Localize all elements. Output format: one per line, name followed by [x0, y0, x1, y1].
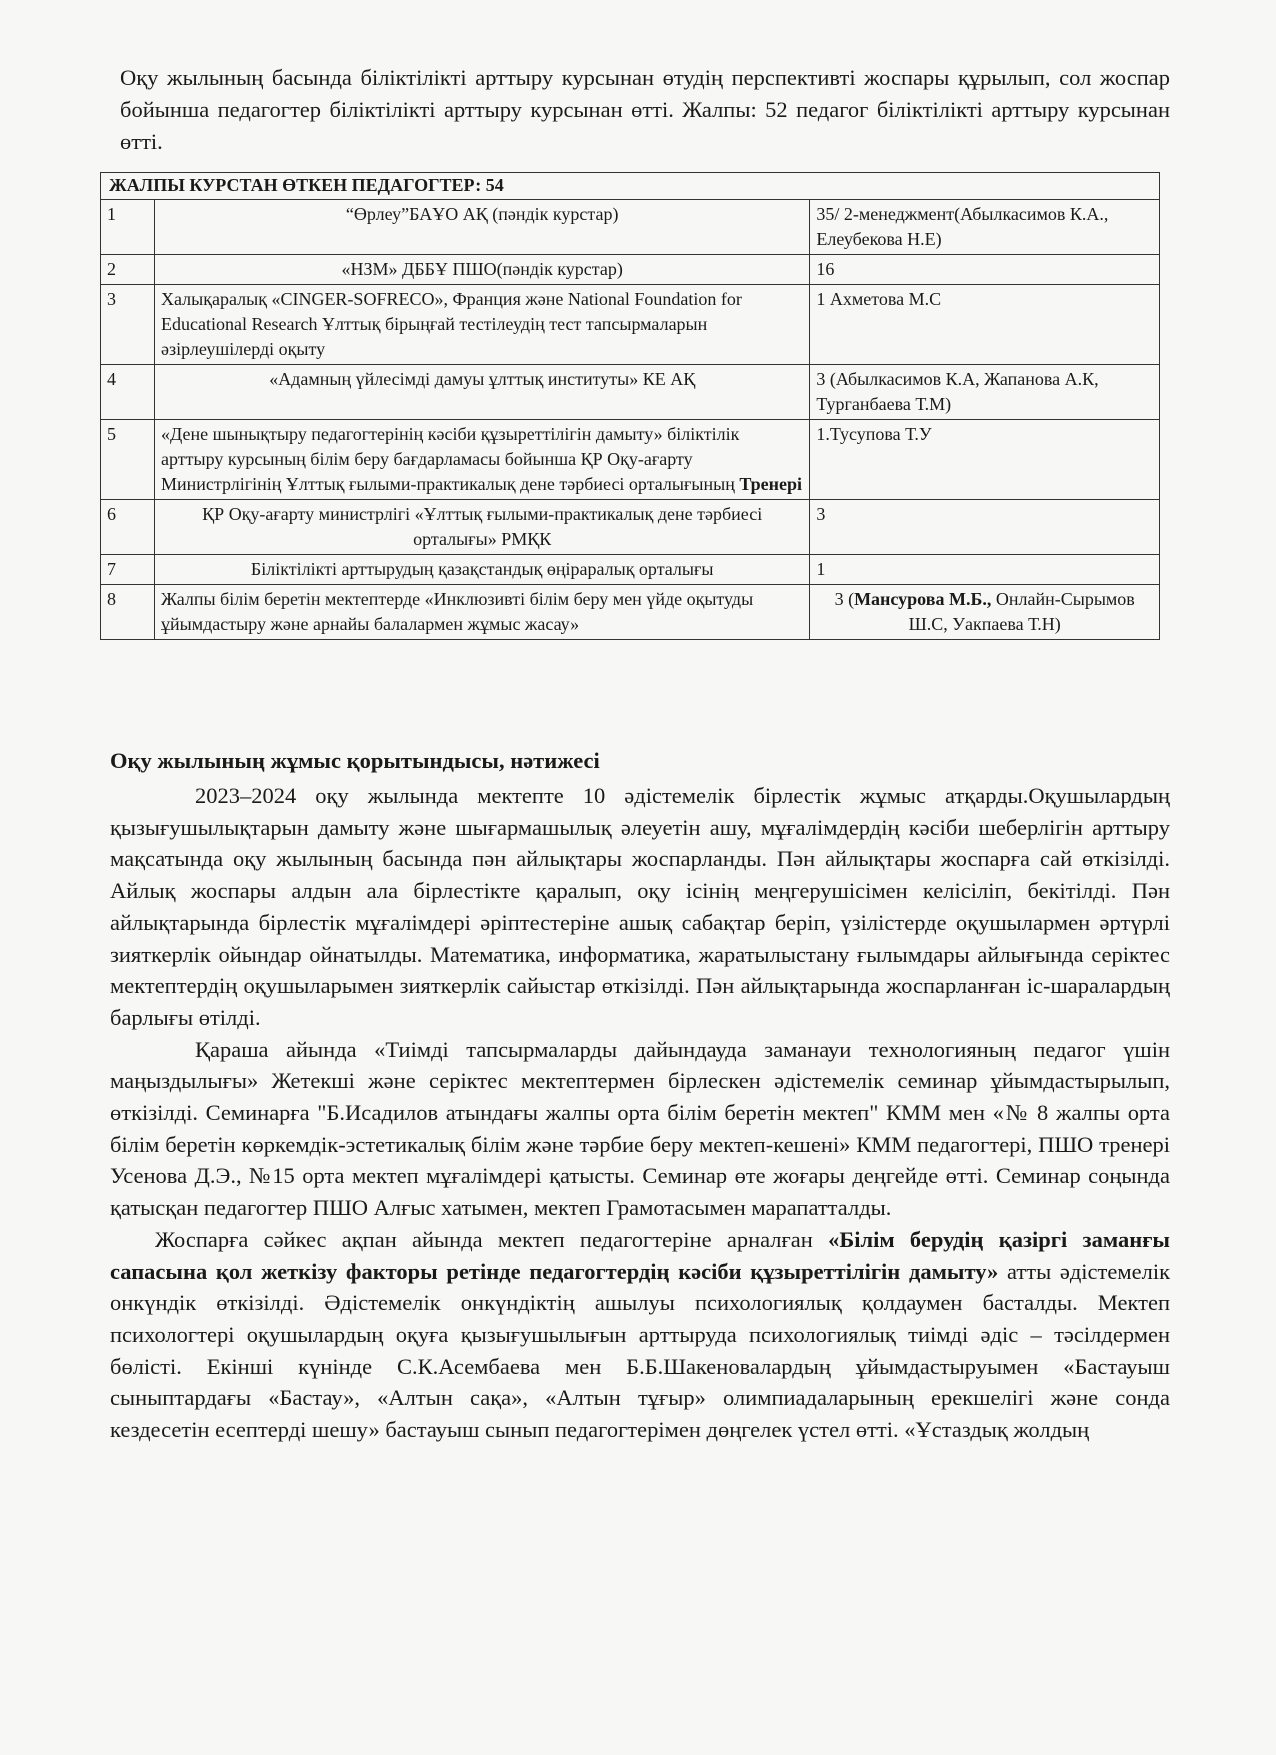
row-count: 1 Ахметова М.С — [810, 285, 1160, 365]
section-title: Оқу жылының жұмыс қорытындысы, нәтижесі — [110, 748, 600, 773]
row-organization: ҚР Оқу-ағарту министрлігі «Ұлттық ғылыми-практикалық дене тәрбиесі орталығы» РМҚК — [155, 500, 810, 555]
row-number: 6 — [101, 500, 155, 555]
row-count-prefix: 3 ( — [834, 589, 855, 609]
row-count: 3 (Абылкасимов К.А, Жапанова А.К, Турганбаева Т.М) — [810, 365, 1160, 420]
table-row — [101, 420, 1160, 500]
row-number: 1 — [101, 200, 155, 255]
row-count-bold: Мансурова М.Б., — [854, 589, 992, 609]
row-organization: «НЗМ» ДББҰ ПШО(пәндік курстар) — [155, 255, 810, 285]
body-text — [110, 780, 1170, 1446]
row-organization: Жалпы білім беретін мектептерде «Инклюзивті білім беру мен үйде оқытуды ұйымдастыру және арнайы балалармен жұмыс жасау» — [155, 585, 810, 640]
row-number: 7 — [101, 555, 155, 585]
row-count: 1.Тусупова Т.У — [810, 420, 1160, 500]
table-row — [101, 285, 1160, 365]
paragraph-text: атты әдістемелік онкүндік өткізілді. Әдістемелік онкүндіктің ашылуы психологиялық қолдаумен басталды. Мектеп психологтері оқушылардың оқуға қызығушылығын арттыруда психологиялық тиімді әдіс – тәсілдермен бөлісті. Екінші күнінде С.К.Асембаева мен Б.Б.Шакеновалардың ұйымдастыруымен «Бастауыш сыныптардағы «Бастау», «Алтын сақа», «Алтын тұғыр» олимпиадаларының ерекшелігі және сонда кездесетін есептерді шешу» бастауыш сынып педагогтерімен дөңгелек үстел өтті. «Ұстаздық жолдың — [110, 1258, 1170, 1443]
row-count: 16 — [810, 255, 1160, 285]
row-organization — [155, 420, 810, 500]
table-row — [101, 585, 1160, 640]
row-count: 1 — [810, 555, 1160, 585]
table-row — [101, 500, 1160, 555]
row-organization: “Өрлеу”БАҰО АҚ (пәндік курстар) — [155, 200, 810, 255]
table-row — [101, 200, 1160, 255]
intro-paragraph: Оқу жылының басында біліктілікті арттыру курсынан өтудің перспективті жоспары құрылып, сол жоспар бойынша педагогтер біліктілікті арттыру курсынан өтті. Жалпы: 52 педагог біліктілікті арттыру курсынан өтті. — [120, 65, 1170, 154]
table-row — [101, 365, 1160, 420]
row-organization: Халықаралық «CINGER-SOFRECO», Франция және National Foundation for Educational Research Ұлттық бірыңғай тестілеудің тест тапсырмаларын әзірлеушілерді оқыту — [155, 285, 810, 365]
row-number: 3 — [101, 285, 155, 365]
row-count-rest: Онлайн-Сырымов Ш.С, Уакпаева Т.Н) — [908, 589, 1135, 634]
row-count: 3 — [810, 500, 1160, 555]
paragraph-text: Жоспарға сәйкес ақпан айында мектеп педагогтеріне арналған — [155, 1226, 813, 1252]
paragraph — [110, 1224, 1170, 1446]
row-count — [810, 585, 1160, 640]
table-row — [101, 255, 1160, 285]
row-number: 2 — [101, 255, 155, 285]
row-organization-bold: Тренері — [739, 474, 803, 494]
row-organization: Біліктілікті арттырудың қазақстандық өңіраралық орталығы — [155, 555, 810, 585]
table-row — [101, 555, 1160, 585]
paragraph: 2023–2024 оқу жылында мектепте 10 әдістемелік бірлестік жұмыс атқарды.Оқушылардың қызығушылықтарын дамыту және шығармашылық әлеуетін ашу, мұғалімдердің кәсіби шеберлігін арттыру мақсатында оқу жылының басында пән айлықтары жоспарланды. Пән айлықтары жоспарға сай өткізілді. Айлық жоспары алдын ала бірлестікте қаралып, оқу ісінің меңгерушісімен келісіліп, бекітілді. Пән айлықтарында бірлестік мұғалімдері әріптестеріне ашық сабақтар беріп, үзілістерде оқушылармен әртүрлі зияткерлік ойындар ойнатылды. Математика, информатика, жаратылыстану ғылымдары айлығында серіктес мектептердің оқушыларымен зияткерлік сайыстар өткізілді. Пән айлықтарында жоспарланған іс-шаралардың барлығы өтілді. — [110, 783, 1170, 1030]
paragraph: Қараша айында «Тиімді тапсырмаларды дайындауда заманауи технологияның педагог үшін маңыздылығы» Жетекші және серіктес мектептермен бірлескен әдістемелік семинар ұйымдастырылып, өткізілді. Семинарға "Б.Исадилов атындағы жалпы орта білім беретін мектеп" КММ мен «№ 8 жалпы орта білім беретін көркемдік-эстетикалық білім және тәрбие беру мектеп-кешені» КММ педагогтері, ПШО тренері Усенова Д.Э., №15 орта мектеп мұғалімдері қатысты. Семинар өте жоғары деңгейде өтті. Семинар соңында қатысқан педагогтер ПШО Алғыс хатымен, мектеп Грамотасымен марапатталды. — [110, 1036, 1170, 1221]
paragraph-bold-title: «Білім берудің қазіргі заманғы сапасына қол жеткізу факторы ретінде педагогтердің кәсіби құзыреттілігін дамыту» — [110, 1226, 1170, 1284]
courses-table — [100, 172, 1160, 640]
row-number: 8 — [101, 585, 155, 640]
table-header: ЖАЛПЫ КУРСТАН ӨТКЕН ПЕДАГОГТЕР: 54 — [101, 173, 1160, 200]
row-count: 35/ 2-менеджмент(Абылкасимов К.А., Елеубекова Н.Е) — [810, 200, 1160, 255]
row-number: 4 — [101, 365, 155, 420]
row-organization-text: «Дене шынықтыру педагогтерінің кәсіби құзыреттілігін дамыту» біліктілік арттыру курсының білім беру бағдарламасы бойынша ҚР Оқу-ағарту Министрлігінің Ұлттық ғылыми-практикалық дене тәрбиесі орталығының — [161, 424, 740, 494]
table-header-row — [101, 173, 1160, 200]
row-organization: «Адамның үйлесімді дамуы ұлттық институты» КЕ АҚ — [155, 365, 810, 420]
row-number: 5 — [101, 420, 155, 500]
